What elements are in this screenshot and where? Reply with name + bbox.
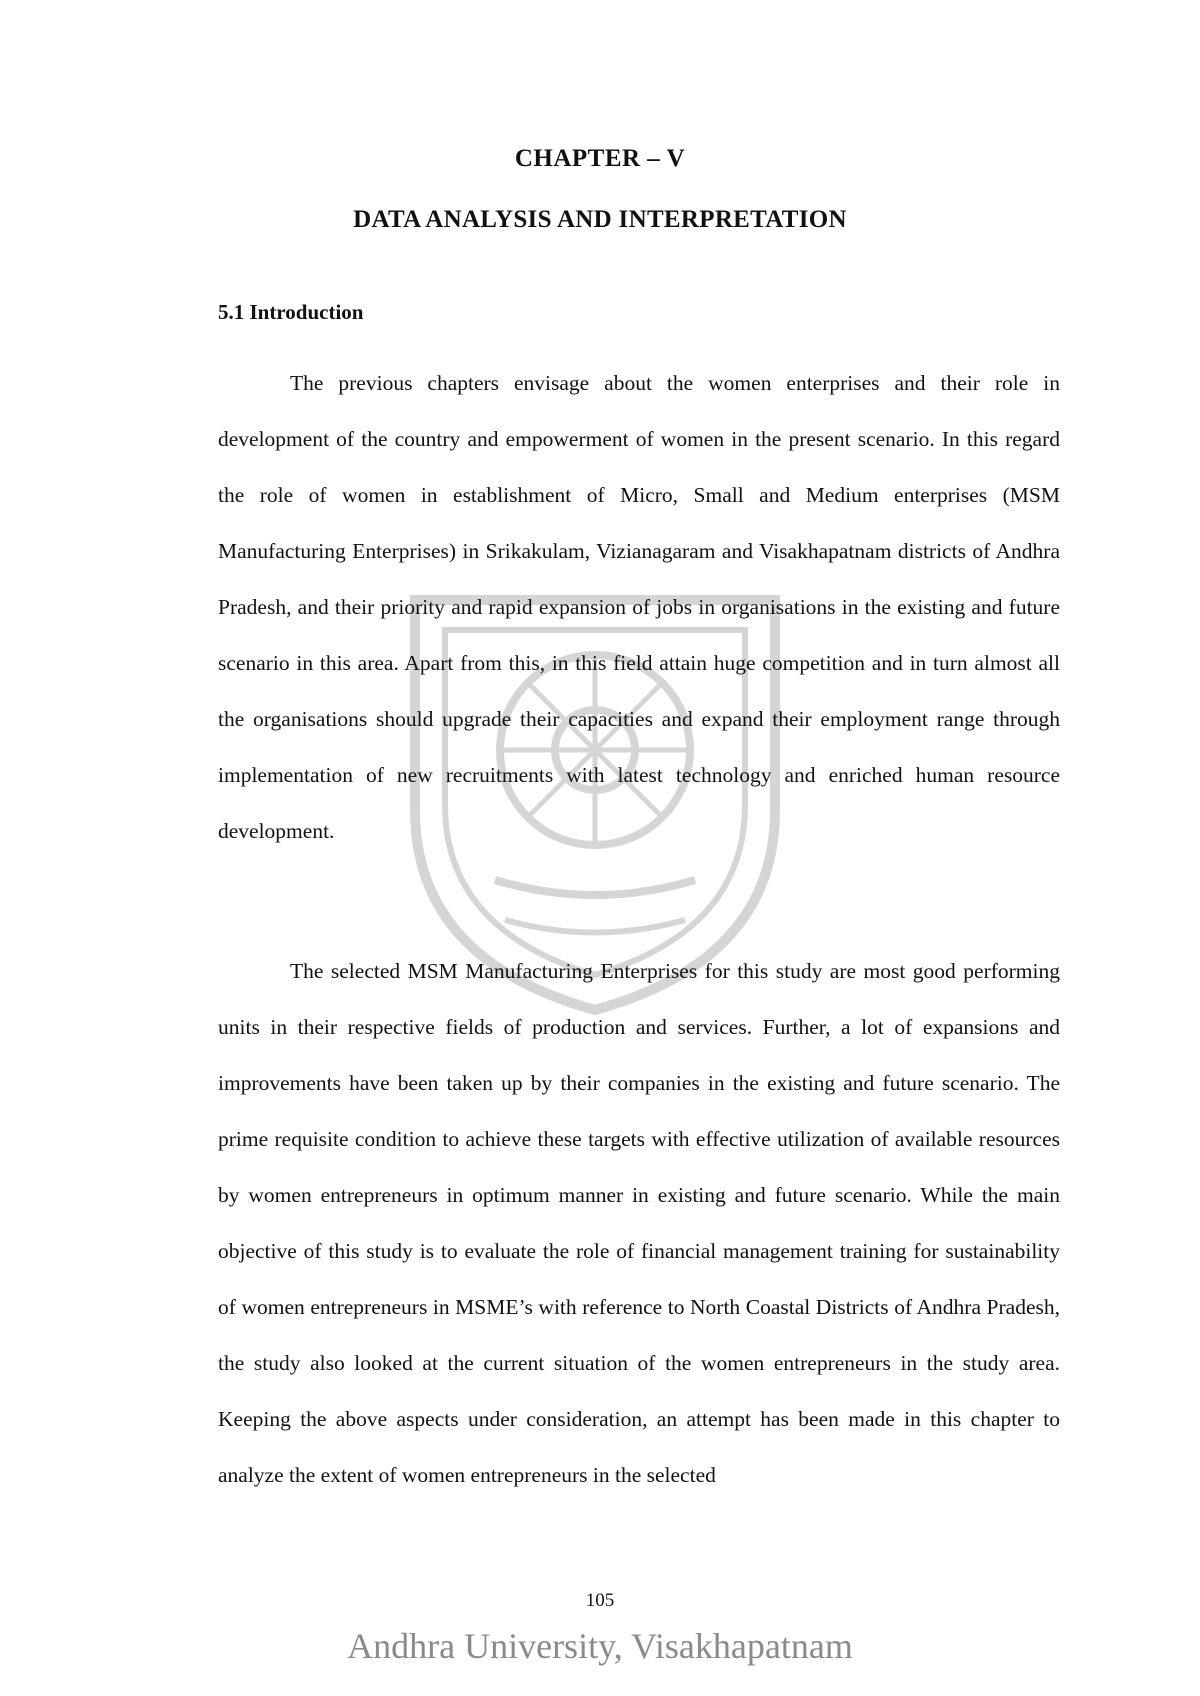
page-number: 105: [585, 1590, 615, 1611]
paragraph-introduction: The previous chapters envisage about the women enterprises and their role in development of the country and empowerment of women in the present scenario. In this regard the role of women in establishment of Micro, Small and Medium enterprises (MSM Manufacturing Enterprises) in Srikakulam, Vizianagaram and Visakhapatnam districts of Andhra Pradesh, and their priority and rapid expansion of jobs in organisations in the existing and future scenario in this area. Apart from this, in this field attain huge competition and in turn almost all the organisations should upgrade their capacities and expand their employment range through implementation of new recruitments with latest technology and enriched human resource development.: [218, 371, 1060, 843]
chapter-subtitle: DATA ANALYSIS AND INTERPRETATION: [353, 206, 847, 233]
section-heading: 5.1 Introduction: [218, 300, 364, 324]
footer-university-name: Andhra University, Visakhapatnam: [347, 1626, 853, 1666]
paragraph-selected-enterprises: The selected MSM Manufacturing Enterprises for this study are most good performing units in their respective fields of production and services. Further, a lot of expansions and improvements have been taken up by their companies in the existing and future scenario. The prime requisite condition to achieve these targets with effective utilization of available resources by women entrepreneurs in optimum manner in existing and future scenario. While the main objective of this study is to evaluate the role of financial management training for sustainability of women entrepreneurs in MSME’s with reference to North Coastal Districts of Andhra Pradesh, the study also looked at the current situation of the women entrepreneurs in the study area. Keeping the above aspects under consideration, an attempt has been made in this chapter to analyze the extent of women entrepreneurs in the selected: [218, 959, 1060, 1487]
chapter-title: CHAPTER – V: [514, 145, 686, 172]
